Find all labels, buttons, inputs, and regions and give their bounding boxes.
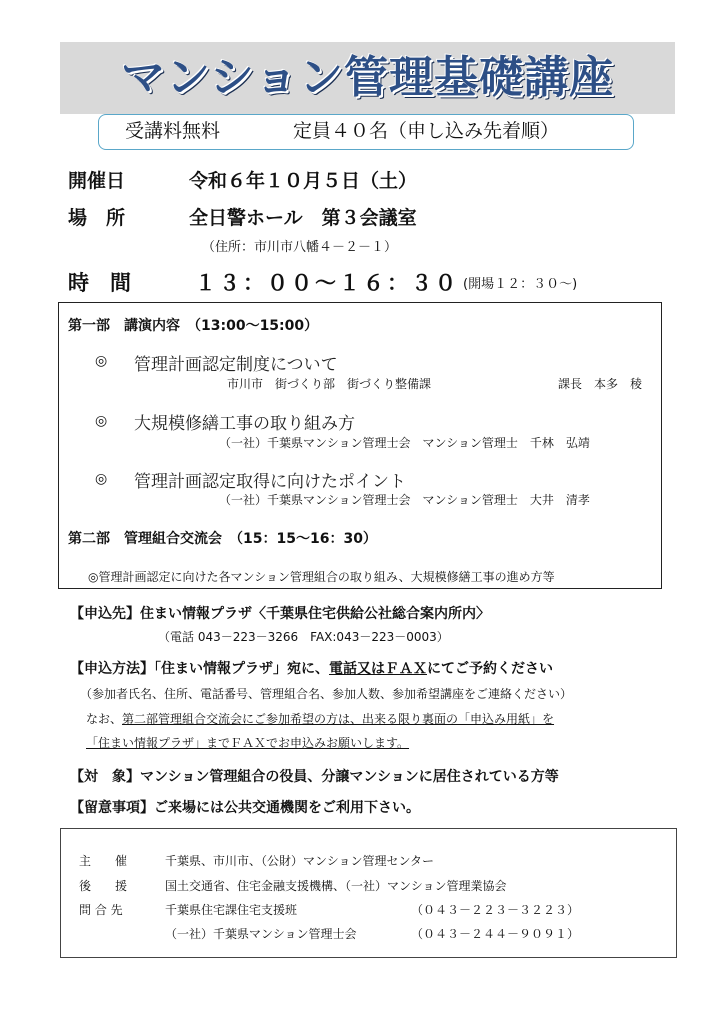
organizers-box xyxy=(60,828,677,958)
organizer-value-support: 国土交通省、住宅金融支援機構、（一社）マンション管理業協会 xyxy=(165,879,507,893)
apply-method-a: 【申込方法】「住まい情報プラザ」宛に、 xyxy=(70,661,329,677)
lecture-3-title: 管理計画認定取得に向けたポイント xyxy=(134,472,406,492)
part2-description: ◎管理計画認定に向けた各マンション管理組合の取り組み、大規模修繕工事の進め方等 xyxy=(88,570,555,584)
lecture-1-speaker: 市川市 街づくり部 街づくり整備課 xyxy=(227,377,432,391)
place-address: （住所：市川市八幡４－２－１） xyxy=(202,240,398,255)
apply-method-line4: 「住まい情報プラザ」までＦＡＸでお申込みお願いします。 xyxy=(86,736,410,750)
program-box xyxy=(58,302,662,589)
organizer-value-contact-2: （一社）千葉県マンション管理士会 xyxy=(165,927,357,941)
lecture-2-speaker: （一社）千葉県マンション管理士会 マンション管理士 千林 弘靖 xyxy=(219,436,590,450)
date-label: 開催日 xyxy=(68,170,126,192)
lecture-1-title: 管理計画認定制度について xyxy=(134,355,338,375)
lecture-2-title: 大規模修繕工事の取り組み方 xyxy=(134,414,355,434)
notes: 【留意事項】ご来場には公共交通機関をご利用下さい。 xyxy=(70,800,420,816)
page-title: マンション管理基礎講座 xyxy=(120,52,615,103)
part1-heading: 第一部 講演内容 （13:00～15:00） xyxy=(68,318,319,334)
organizer-tel-contact: （０４３－２２３－３２２３） xyxy=(411,903,580,917)
organizer-label-contact: 問 合 先 xyxy=(79,903,123,917)
date-value: 令和６年１０月５日（土） xyxy=(189,170,418,192)
capacity-text: 定員４０名（申し込み先着順） xyxy=(293,120,560,142)
organizer-value-contact: 千葉県住宅課住宅支援班 xyxy=(165,903,298,917)
time-row xyxy=(68,267,688,297)
apply-method-b: 電話又はＦＡＸ xyxy=(329,661,427,677)
organizer-label-host: 主 催 xyxy=(79,854,128,868)
apply-method-line3-a: なお、 xyxy=(86,712,123,726)
target-audience: 【対 象】マンション管理組合の役員、分譲マンションに居住されている方等 xyxy=(70,769,559,785)
lecture-1-speaker-title: 課長 本多 稜 xyxy=(558,377,643,391)
place-value: 全日警ホール 第３会議室 xyxy=(189,207,417,229)
part2-heading: 第二部 管理組合交流会 （15：15～16：30） xyxy=(68,531,377,547)
apply-method-line3 xyxy=(86,710,554,727)
time-label: 時 間 xyxy=(68,271,131,295)
lecture-3-mark: ◎ xyxy=(95,471,108,487)
apply-method-line1 xyxy=(70,658,553,678)
organizer-value-host: 千葉県、市川市、（公財）マンション管理センター xyxy=(165,854,434,868)
apply-method-line2: （参加者氏名、住所、電話番号、管理組合名、参加人数、参加希望講座をご連絡ください） xyxy=(80,687,573,701)
apply-method-c: にてご予約ください xyxy=(427,661,553,677)
lecture-2-mark: ◎ xyxy=(95,413,108,429)
time-value: １３：００～１６：３０ xyxy=(195,271,459,295)
place-label: 場 所 xyxy=(68,207,126,229)
apply-to: 【申込先】住まい情報プラザ〈千葉県住宅供給公社総合案内所内〉 xyxy=(70,606,490,622)
lecture-1-mark: ◎ xyxy=(95,353,108,369)
apply-method-line3-b: 第二部管理組合交流会にご参加希望の方は、出来る限り裏面の「申込み用紙」を xyxy=(122,712,555,726)
time-open: (開場１２：３０～) xyxy=(463,277,578,292)
lecture-3-speaker: （一社）千葉県マンション管理士会 マンション管理士 大井 清孝 xyxy=(219,493,590,507)
fee-capacity-box xyxy=(98,114,634,150)
place-row xyxy=(68,203,668,229)
organizer-tel-contact-2: （０４３－２４４－９０９１） xyxy=(411,927,580,941)
organizer-label-support: 後 援 xyxy=(79,879,128,893)
date-row xyxy=(68,166,668,192)
apply-contact: （電話 043－223－3266 FAX:043－223－0003） xyxy=(158,630,449,644)
fee-text: 受講料無料 xyxy=(125,120,221,142)
